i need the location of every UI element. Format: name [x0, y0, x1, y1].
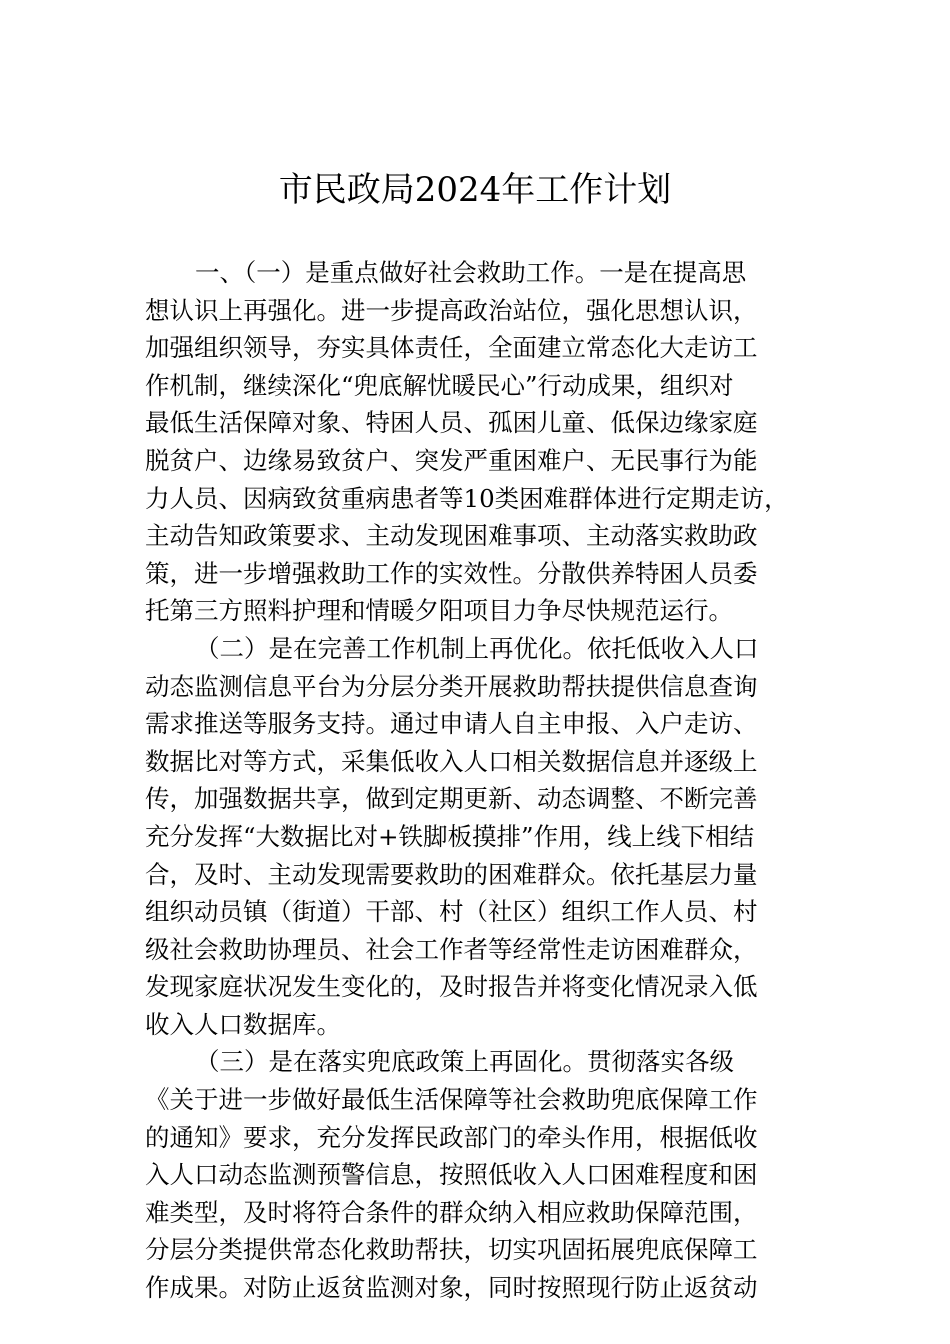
paragraph-1-line-2: 想认识上再强化。进一步提高政治站位，强化思想认识，	[145, 295, 758, 325]
paragraph-2-line-4: 数据比对等方式，采集低收入人口相关数据信息并逐级上	[145, 746, 758, 776]
paragraph-2-line-8: 组织动员镇（街道）干部、村（社区）组织工作人员、村	[145, 897, 758, 927]
paragraph-2-line-6: 充分发挥“大数据比对+铁脚板摸排”作用，线上线下相结	[145, 821, 755, 851]
paragraph-1-line-8: 主动告知政策要求、主动发现困难事项、主动落实救助政	[145, 521, 758, 551]
paragraph-2-line-5: 传，加强数据共享，做到定期更新、动态调整、不断完善	[145, 784, 758, 814]
paragraph-2-line-11: 收入人口数据库。	[145, 1009, 341, 1039]
paragraph-1-line-6: 脱贫户、边缘易致贫户、突发严重困难户、无民事行为能	[145, 445, 758, 475]
paragraph-1-line-5: 最低生活保障对象、特困人员、孤困儿童、低保边缘家庭	[145, 408, 758, 438]
paragraph-3-line-6: 分层分类提供常态化救助帮扶，切实巩固拓展兜底保障工	[145, 1235, 758, 1265]
paragraph-3-line-4: 入人口动态监测预警信息，按照低收入人口困难程度和困	[145, 1160, 758, 1190]
paragraph-2-line-2: 动态监测信息平台为分层分类开展救助帮扶提供信息查询	[145, 671, 758, 701]
paragraph-1-line-1: 一、（一）是重点做好社会救助工作。一是在提高思	[195, 258, 747, 287]
paragraph-1-line-3: 加强组织领导，夯实具体责任，全面建立常态化大走访工	[145, 333, 758, 363]
paragraph-2-line-3: 需求推送等服务支持。通过申请人自主申报、入户走访、	[145, 709, 758, 739]
paragraph-2-line-7: 合，及时、主动发现需要救助的困难群众。依托基层力量	[145, 859, 758, 889]
paragraph-3-line-7: 作成果。对防止返贫监测对象，同时按照现行防止返贫动	[145, 1273, 758, 1303]
paragraph-3-line-2: 《关于进一步做好最低生活保障等社会救助兜底保障工作	[145, 1085, 758, 1115]
document-body	[145, 254, 812, 1307]
paragraph-1-line-4: 作机制，继续深化“兜底解忧暖民心”行动成果，组织对	[145, 370, 734, 400]
paragraph-3-line-5: 难类型，及时将符合条件的群众纳入相应救助保障范围，	[145, 1197, 758, 1227]
paragraph-2-line-9: 级社会救助协理员、社会工作者等经常性走访困难群众，	[145, 934, 758, 964]
paragraph-1-line-10: 托第三方照料护理和情暖夕阳项目力争尽快规范运行。	[145, 596, 733, 626]
paragraph-1-line-7: 力人员、因病致贫重病患者等10类困难群体进行定期走访，	[145, 483, 789, 513]
paragraph-3-line-3: 的通知》要求，充分发挥民政部门的牵头作用，根据低收	[145, 1122, 758, 1152]
document-title: 市民政局2024年工作计划	[278, 170, 672, 210]
paragraph-2-line-10: 发现家庭状况发生变化的，及时报告并将变化情况录入低	[145, 972, 758, 1002]
paragraph-3-line-1: （三）是在落实兜底政策上再固化。贯彻落实各级	[195, 1047, 734, 1077]
paragraph-2-line-1: （二）是在完善工作机制上再优化。依托低收入人口	[195, 633, 759, 663]
paragraph-1-line-9: 策，进一步增强救助工作的实效性。分散供养特困人员委	[145, 558, 758, 588]
